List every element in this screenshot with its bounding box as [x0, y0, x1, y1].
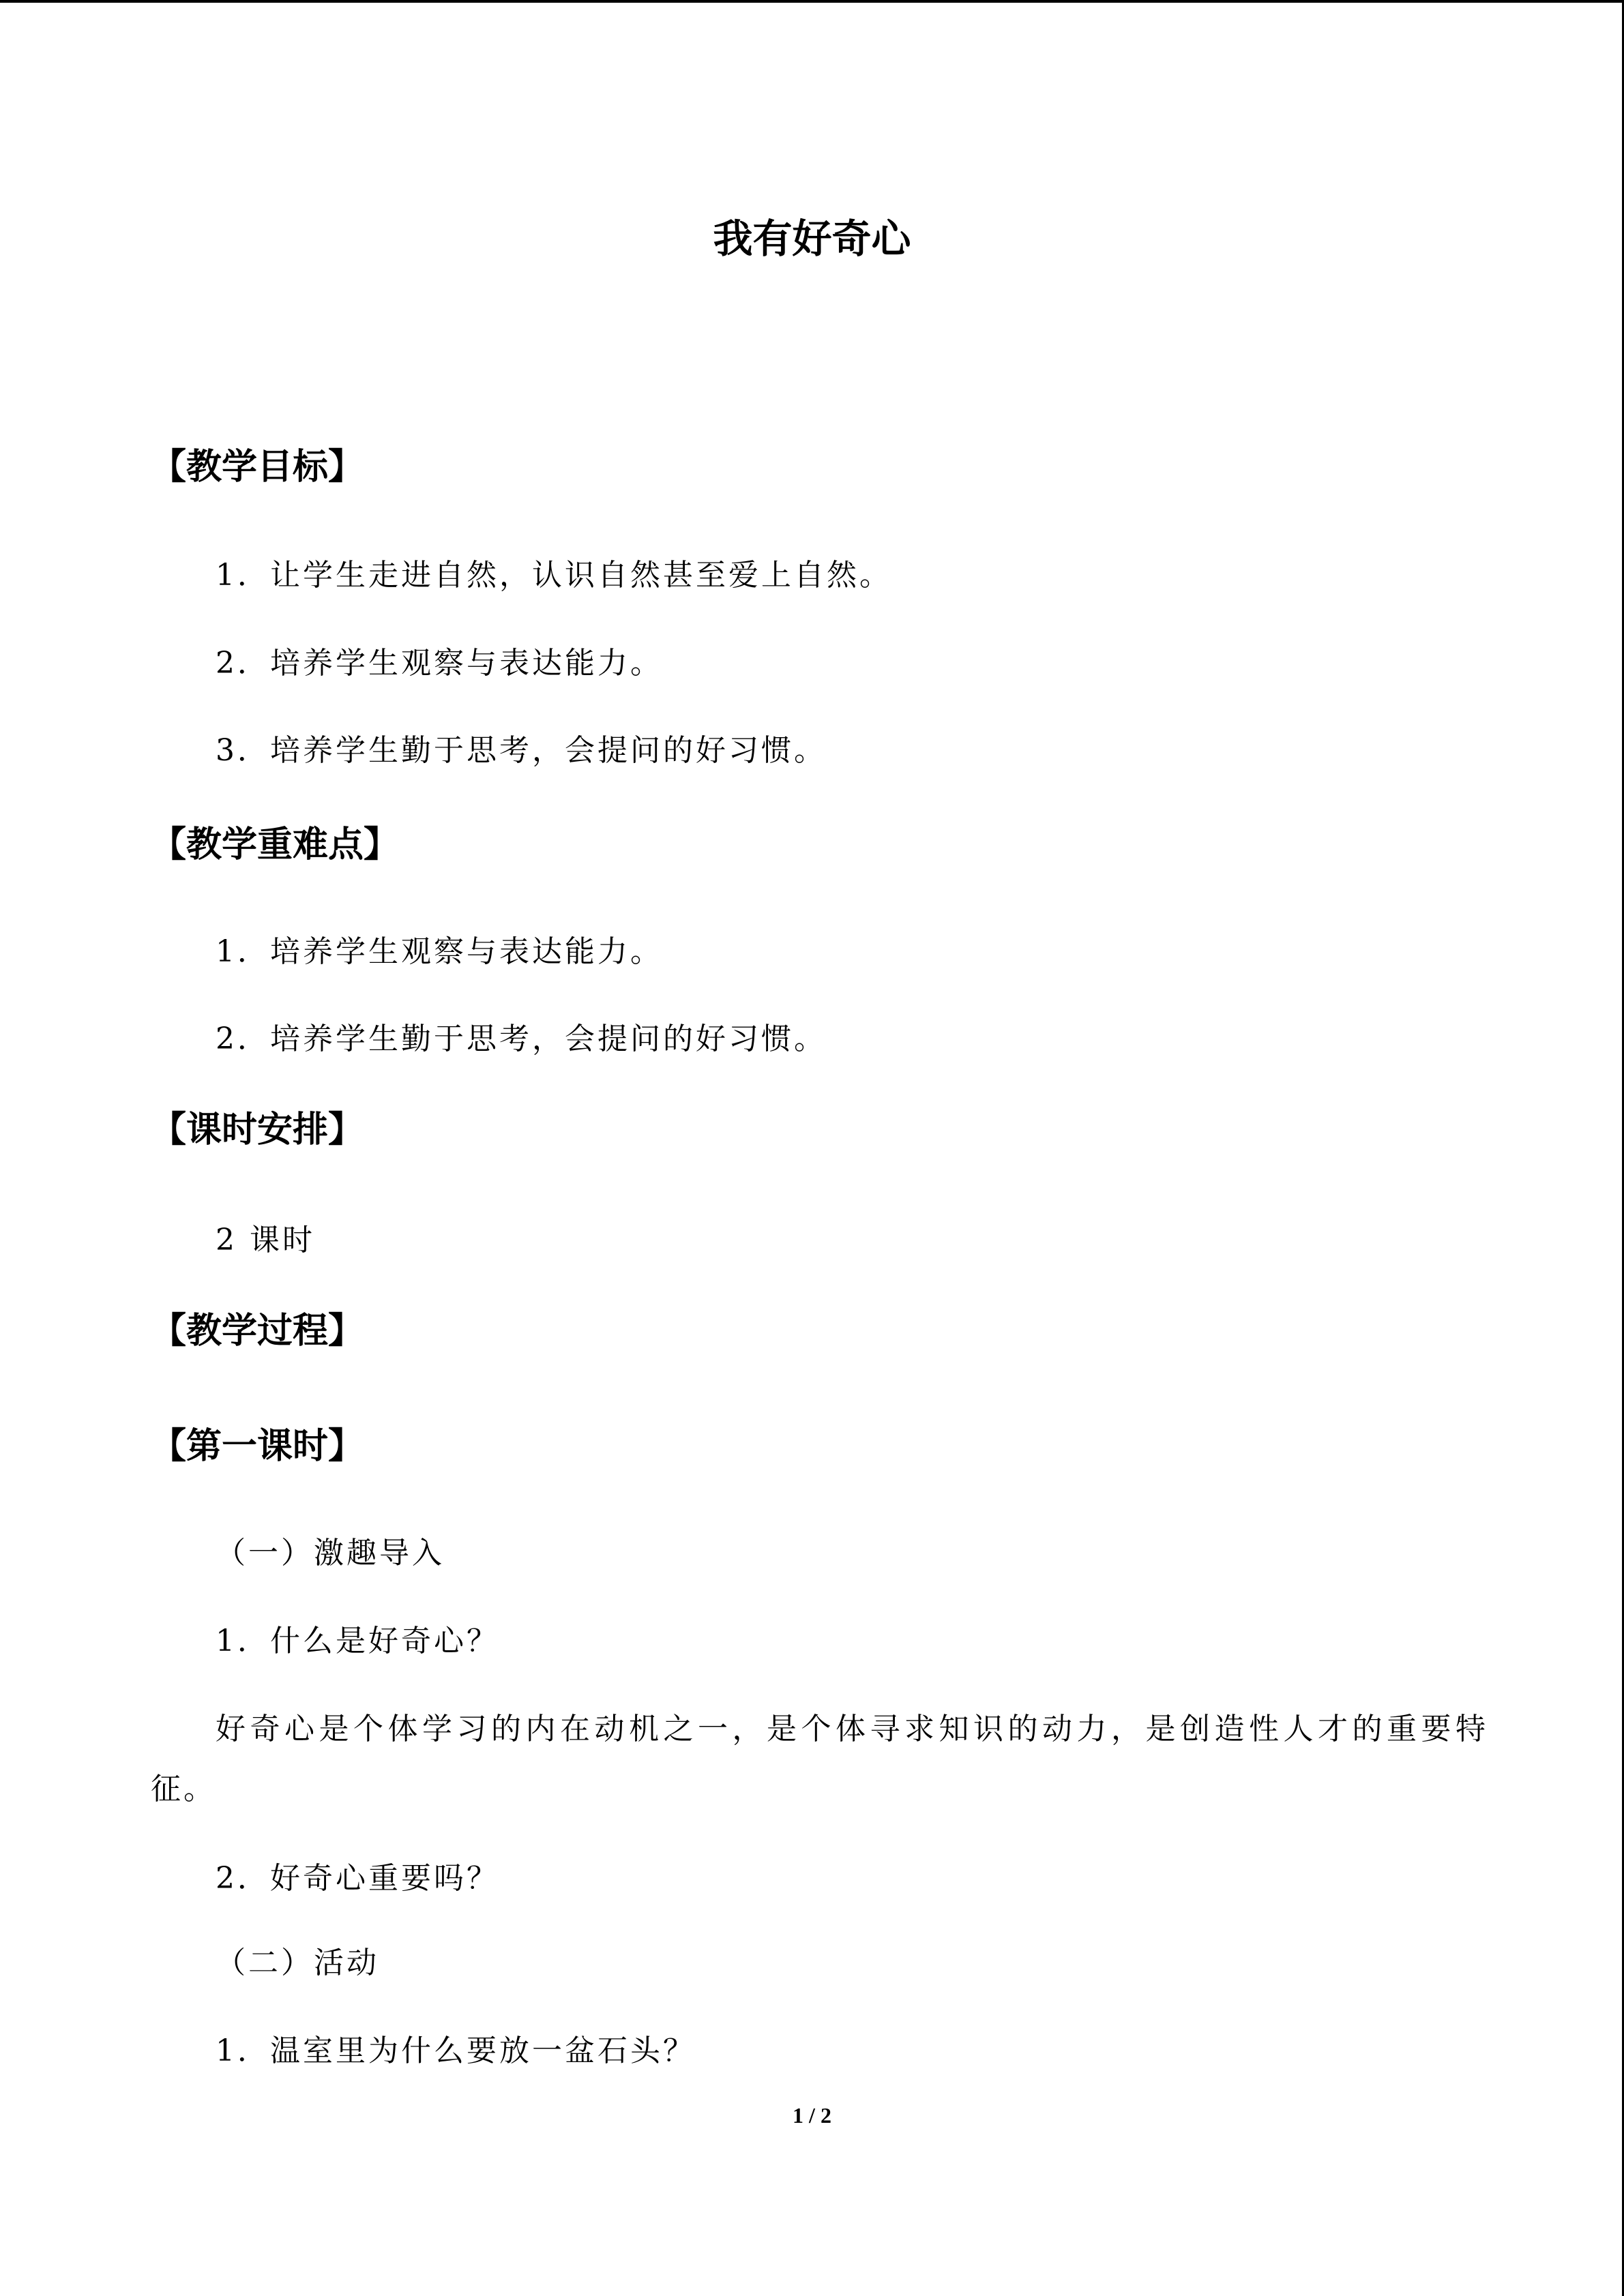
document-title: 我有好奇心 — [713, 215, 911, 262]
heading-process: 【教学过程】 — [151, 1310, 364, 1352]
heading-schedule: 【课时安排】 — [151, 1109, 364, 1150]
goal-item: 2．培养学生观察与表达能力。 — [216, 646, 663, 681]
answer-paragraph-line-2: 征。 — [151, 1772, 216, 1806]
page-number: 1 / 2 — [793, 2103, 831, 2128]
goal-item: 3．培养学生勤于思考，会提问的好习惯。 — [216, 733, 827, 768]
part-activity: （二）活动 — [216, 1945, 379, 1980]
key-point-item: 2．培养学生勤于思考，会提问的好习惯。 — [216, 1022, 827, 1056]
question-2: 2．好奇心重要吗？ — [216, 1861, 499, 1896]
part-intro: （一）激趣导入 — [216, 1536, 445, 1570]
heading-lesson-1: 【第一课时】 — [151, 1425, 364, 1467]
page-top-border — [0, 0, 1624, 3]
question-1: 1．什么是好奇心？ — [216, 1624, 499, 1658]
activity-question-1: 1．温室里为什么要放一盆石头？ — [216, 2033, 696, 2068]
heading-teaching-goals: 【教学目标】 — [151, 446, 364, 488]
key-point-item: 1．培养学生观察与表达能力。 — [216, 934, 663, 969]
heading-key-points: 【教学重难点】 — [151, 824, 400, 865]
schedule-text: 2 课时 — [216, 1223, 315, 1257]
goal-item: 1．让学生走进自然，认识自然甚至爱上自然。 — [216, 558, 892, 593]
answer-paragraph-line-1: 好奇心是个体学习的内在动机之一，是个体寻求知识的动力，是创造性人才的重要特 — [216, 1712, 1490, 1746]
